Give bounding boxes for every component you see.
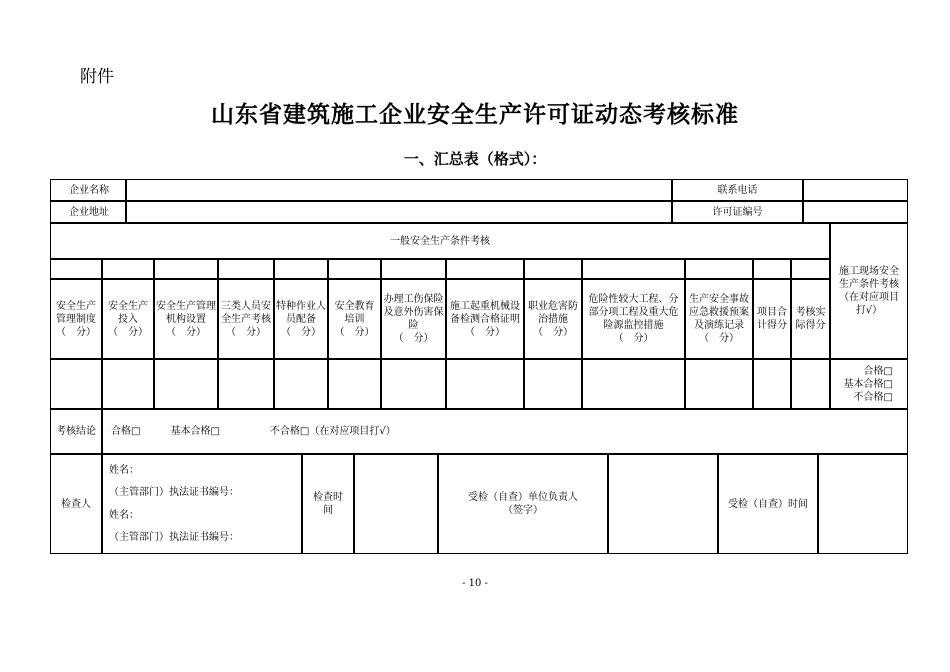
score-cell[interactable] — [218, 359, 274, 409]
inspector-label: 检查人 — [50, 454, 102, 554]
responsible-label: 受检（自查）单位负责人 （签字） — [438, 454, 608, 554]
company-address-label: 企业地址 — [50, 201, 126, 223]
blank-cell — [50, 259, 102, 279]
column-header: 考核实际得分 — [791, 279, 830, 359]
page-title: 山东省建筑施工企业安全生产许可证动态考核标准 — [211, 102, 739, 128]
column-header: 安全生产投入 （ 分） — [102, 279, 154, 359]
score-cell[interactable] — [328, 359, 381, 409]
column-header: 安全生产管理机构设置 （ 分） — [154, 279, 218, 359]
blank-cell — [685, 259, 753, 279]
blank-cell — [791, 259, 830, 279]
license-no-label: 许可证编号 — [672, 201, 803, 223]
page-number: - 10 - — [462, 578, 488, 589]
score-cell[interactable] — [582, 359, 685, 409]
score-cell[interactable] — [102, 359, 154, 409]
column-header: 三类人员安全生产考核 （ 分） — [218, 279, 274, 359]
inspector-cert-1: （主管部门）执法证书编号： — [109, 487, 239, 499]
blank-cell — [446, 259, 524, 279]
attachment-label: 附件 — [80, 67, 114, 87]
column-header: 危险性较大工程、分部分项工程及重大危险源监控措施 （ 分） — [582, 279, 685, 359]
inspector-details[interactable] — [102, 454, 302, 554]
inspected-time-value[interactable] — [818, 454, 908, 554]
score-cell[interactable] — [154, 359, 218, 409]
blank-cell — [328, 259, 381, 279]
inspector-cert-2: （主管部门）执法证书编号： — [109, 532, 239, 544]
inspector-name-1: 姓名： — [109, 464, 139, 476]
summary-table — [50, 179, 908, 554]
phone-label: 联系电话 — [672, 179, 803, 201]
column-header: 生产安全事故应急救援预案及演练记录 （ 分） — [685, 279, 753, 359]
score-cell[interactable] — [753, 359, 791, 409]
score-cell[interactable] — [524, 359, 582, 409]
company-name-label: 企业名称 — [50, 179, 126, 201]
column-header: 施工起重机械设备检测合格证明 （ 分） — [446, 279, 524, 359]
column-header: 办理工伤保险及意外伤害保险 （ 分） — [381, 279, 446, 359]
section-subtitle: 一、汇总表（格式）： — [403, 150, 547, 168]
blank-cell — [274, 259, 328, 279]
inspector-name-2: 姓名： — [109, 509, 139, 521]
score-cell[interactable] — [50, 359, 102, 409]
blank-cell — [218, 259, 274, 279]
column-header: 特种作业人员配备 （ 分） — [274, 279, 328, 359]
blank-cell — [524, 259, 582, 279]
site-conditions-header: 施工现场安全生产条件考核（在对应项目打√） — [830, 223, 908, 359]
blank-cell — [582, 259, 685, 279]
column-header: 安全教育培训 （ 分） — [328, 279, 381, 359]
score-cell[interactable] — [791, 359, 830, 409]
conclusion-options[interactable]: 合格□ 基本合格□ 不合格□（在对应项目打√） — [102, 409, 908, 454]
score-cell[interactable] — [685, 359, 753, 409]
blank-cell — [102, 259, 154, 279]
column-header: 职业危害防治措施 （ 分） — [524, 279, 582, 359]
score-cell[interactable] — [381, 359, 446, 409]
license-no-value[interactable] — [803, 201, 908, 223]
blank-cell — [154, 259, 218, 279]
column-header: 安全生产管理制度 （ 分） — [50, 279, 102, 359]
company-address-value[interactable] — [126, 201, 672, 223]
check-time-value[interactable] — [354, 454, 438, 554]
general-conditions-header: 一般安全生产条件考核 — [50, 223, 830, 259]
column-header: 项目合计得分 — [753, 279, 791, 359]
inspected-time-label: 受检（自查）时间 — [718, 454, 818, 554]
check-time-label: 检查时间 — [302, 454, 354, 554]
company-name-value[interactable] — [126, 179, 672, 201]
phone-value[interactable] — [803, 179, 908, 201]
conclusion-label: 考核结论 — [50, 409, 102, 454]
score-cell[interactable] — [446, 359, 524, 409]
score-cell[interactable] — [274, 359, 328, 409]
blank-cell — [381, 259, 446, 279]
responsible-signature[interactable] — [608, 454, 718, 554]
blank-cell — [753, 259, 791, 279]
site-options[interactable]: 合格□ 基本合格□ 不合格□ — [830, 359, 908, 409]
